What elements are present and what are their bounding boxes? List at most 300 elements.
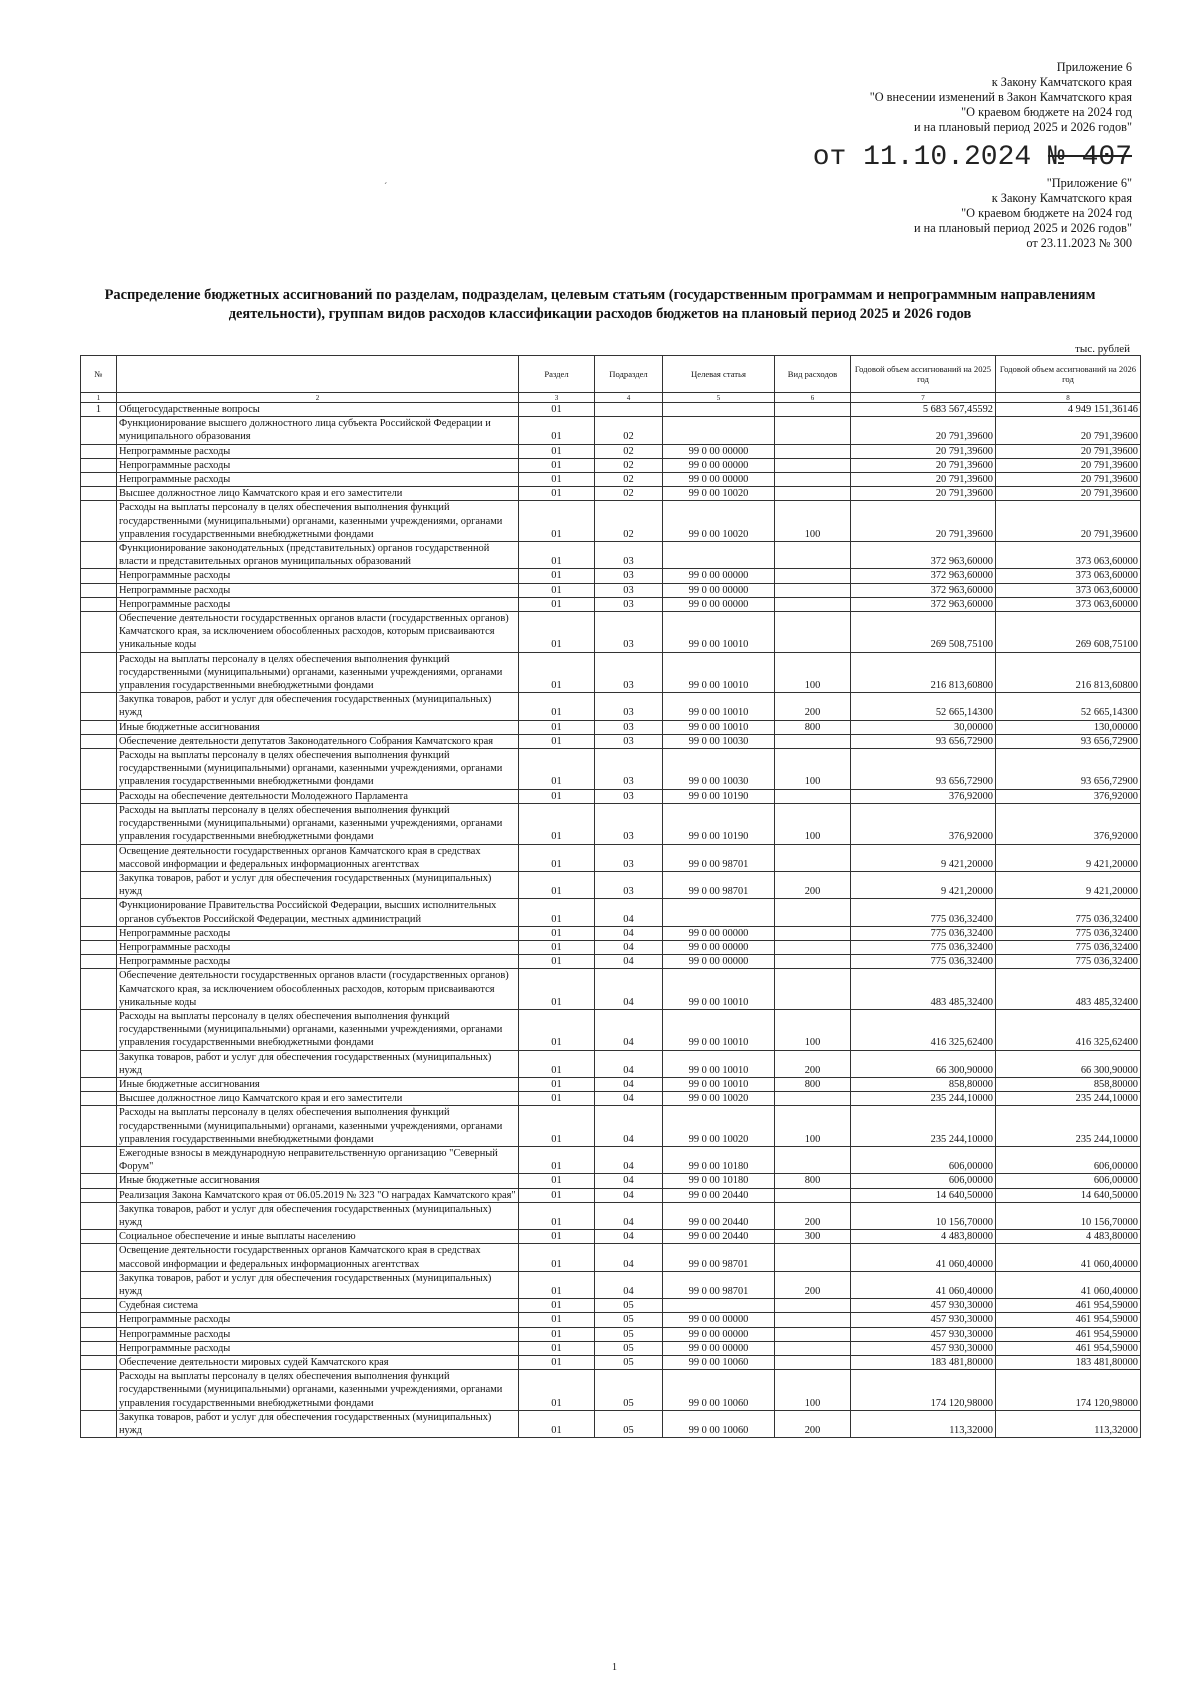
subsection-code: 03 [595,871,663,898]
prior-appendix-line: "Приложение 6" [1046,176,1132,190]
section-code: 01 [519,1106,595,1147]
row-number [81,940,117,954]
expense-name: Непрограммные расходы [117,597,519,611]
section-code: 01 [519,1356,595,1370]
section-code: 01 [519,597,595,611]
target-article-code: 99 0 00 10190 [663,803,775,844]
target-article-code: 99 0 00 00000 [663,955,775,969]
amount-2026: 461 954,59000 [996,1313,1141,1327]
expense-type-code: 800 [775,1077,851,1091]
amount-2026: 66 300,90000 [996,1050,1141,1077]
target-article-code: 99 0 00 10010 [663,720,775,734]
table-row [81,1299,1141,1313]
appendix-header-line: "О краевом бюджете на 2024 год [961,105,1132,119]
amount-2025: 269 508,75100 [851,612,996,653]
law-number: № 407 [1047,142,1132,173]
subsection-code: 03 [595,652,663,693]
section-code: 01 [519,1188,595,1202]
target-article-code: 99 0 00 00000 [663,597,775,611]
subsection-code: 04 [595,1106,663,1147]
expense-type-code [775,1356,851,1370]
amount-2025: 457 930,30000 [851,1327,996,1341]
amount-2026: 183 481,80000 [996,1356,1141,1370]
table-row [81,1174,1141,1188]
header-cell: Целевая статья [663,356,775,393]
expense-type-code [775,1244,851,1271]
target-article-code: 99 0 00 10060 [663,1410,775,1437]
appendix-header-line: Приложение 6 [1056,60,1132,74]
subsection-code: 04 [595,969,663,1010]
row-number [81,652,117,693]
row-number [81,569,117,583]
expense-type-code [775,403,851,417]
target-article-code: 99 0 00 10010 [663,1050,775,1077]
amount-2026: 20 791,39600 [996,444,1141,458]
amount-2025: 376,92000 [851,803,996,844]
target-article-code: 99 0 00 00000 [663,1313,775,1327]
expense-type-code [775,899,851,926]
amount-2026: 373 063,60000 [996,542,1141,569]
subsection-code: 02 [595,417,663,444]
target-article-code: 99 0 00 10180 [663,1146,775,1173]
expense-type-code [775,1313,851,1327]
section-code: 01 [519,1230,595,1244]
table-row [81,844,1141,871]
table-row [81,597,1141,611]
expense-name: Функционирование Правительства Российской Федерации, высших исполнительных органов субъектов Российской Федерации, местных администраций [117,899,519,926]
target-article-code: 99 0 00 10020 [663,1092,775,1106]
row-number [81,1299,117,1313]
expense-name: Освещение деятельности государственных органов Камчатского края в средствах массовой информации и федеральных информационных агентствах [117,844,519,871]
amount-2026: 606,00000 [996,1146,1141,1173]
expense-name: Обеспечение деятельности государственных органов власти (государственных органов) Камчатского края, за исключением обособленных расходов, которым присваиваются уникальные коды [117,969,519,1010]
amount-2025: 93 656,72900 [851,734,996,748]
amount-2026: 41 060,40000 [996,1244,1141,1271]
column-number: 7 [851,393,996,403]
expense-type-code: 200 [775,1271,851,1298]
section-code: 01 [519,1341,595,1355]
section-code: 01 [519,969,595,1010]
expense-name: Расходы на выплаты персоналу в целях обеспечения выполнения функций государственными (муниципальными) органами, казенными учреждениями, органами управления государственными внебюджетными фондами [117,652,519,693]
amount-2025: 775 036,32400 [851,899,996,926]
subsection-code: 03 [595,844,663,871]
expense-type-code: 100 [775,1370,851,1411]
target-article-code: 99 0 00 10020 [663,501,775,542]
subsection-code: 03 [595,749,663,790]
section-code: 01 [519,583,595,597]
row-number [81,1202,117,1229]
amount-2026: 93 656,72900 [996,749,1141,790]
expense-name: Расходы на обеспечение деятельности Молодежного Парламента [117,789,519,803]
table-row [81,1370,1141,1411]
expense-name: Судебная система [117,1299,519,1313]
expense-type-code: 100 [775,501,851,542]
table-row [81,1188,1141,1202]
amount-2026: 235 244,10000 [996,1092,1141,1106]
row-number [81,417,117,444]
date-prefix: от [812,142,847,173]
amount-2025: 372 963,60000 [851,597,996,611]
expense-name: Непрограммные расходы [117,926,519,940]
page-number: 1 [612,1662,617,1673]
amount-2026: 10 156,70000 [996,1202,1141,1229]
table-row [81,444,1141,458]
amount-2025: 606,00000 [851,1146,996,1173]
table-row [81,1146,1141,1173]
target-article-code [663,542,775,569]
expense-name: Непрограммные расходы [117,955,519,969]
subsection-code: 04 [595,1009,663,1050]
amount-2025: 20 791,39600 [851,458,996,472]
row-number: 1 [81,403,117,417]
expense-name: Иные бюджетные ассигнования [117,720,519,734]
table-row [81,1410,1141,1437]
expense-type-code: 800 [775,720,851,734]
amount-2026: 269 608,75100 [996,612,1141,653]
amount-2026: 461 954,59000 [996,1327,1141,1341]
amount-2025: 41 060,40000 [851,1271,996,1298]
prior-appendix-line: от 23.11.2023 № 300 [1026,236,1132,250]
column-number: 1 [81,393,117,403]
table-row [81,458,1141,472]
target-article-code: 99 0 00 00000 [663,940,775,954]
subsection-code: 03 [595,597,663,611]
row-number [81,844,117,871]
amount-2026: 9 421,20000 [996,844,1141,871]
expense-name: Освещение деятельности государственных органов Камчатского края в средствах массовой информации и федеральных информационных агентствах [117,1244,519,1271]
target-article-code: 99 0 00 98701 [663,844,775,871]
section-code: 01 [519,542,595,569]
target-article-code: 99 0 00 10180 [663,1174,775,1188]
section-code: 01 [519,1244,595,1271]
amount-2025: 20 791,39600 [851,444,996,458]
row-number [81,899,117,926]
expense-name: Функционирование законодательных (представительных) органов государственной власти и представительных органов муниципальных образований [117,542,519,569]
expense-type-code [775,583,851,597]
row-number [81,1174,117,1188]
row-number [81,612,117,653]
table-row [81,955,1141,969]
target-article-code: 99 0 00 10010 [663,969,775,1010]
row-number [81,583,117,597]
section-code: 01 [519,1313,595,1327]
amount-2026: 376,92000 [996,803,1141,844]
column-number: 3 [519,393,595,403]
table-row [81,417,1141,444]
amount-2026: 20 791,39600 [996,501,1141,542]
column-number-row [81,393,1141,403]
expense-type-code [775,1146,851,1173]
amount-2025: 372 963,60000 [851,583,996,597]
subsection-code: 04 [595,940,663,954]
target-article-code: 99 0 00 10010 [663,1009,775,1050]
subsection-code: 03 [595,569,663,583]
section-code: 01 [519,940,595,954]
section-code: 01 [519,444,595,458]
section-code: 01 [519,1271,595,1298]
amount-2025: 20 791,39600 [851,501,996,542]
row-number [81,1077,117,1091]
row-number [81,871,117,898]
expense-type-code [775,844,851,871]
target-article-code: 99 0 00 10060 [663,1370,775,1411]
target-article-code: 99 0 00 00000 [663,473,775,487]
amount-2026: 4 483,80000 [996,1230,1141,1244]
expense-name: Высшее должностное лицо Камчатского края и его заместители [117,1092,519,1106]
table-row [81,652,1141,693]
amount-2026: 9 421,20000 [996,871,1141,898]
amount-2025: 20 791,39600 [851,417,996,444]
section-code: 01 [519,1092,595,1106]
section-code: 01 [519,720,595,734]
expense-name: Функционирование высшего должностного лица субъекта Российской Федерации и муниципального образования [117,417,519,444]
table-row [81,871,1141,898]
expense-name: Расходы на выплаты персоналу в целях обеспечения выполнения функций государственными (муниципальными) органами, казенными учреждениями, органами управления государственными внебюджетными фондами [117,1009,519,1050]
row-number [81,444,117,458]
row-number [81,693,117,720]
amount-2026: 483 485,32400 [996,969,1141,1010]
expense-type-code [775,417,851,444]
target-article-code: 99 0 00 10030 [663,734,775,748]
expense-name: Непрограммные расходы [117,1341,519,1355]
row-number [81,1092,117,1106]
amount-2025: 858,80000 [851,1077,996,1091]
subsection-code: 03 [595,734,663,748]
appendix-header [712,60,1132,135]
subsection-code: 04 [595,1050,663,1077]
subsection-code: 02 [595,458,663,472]
target-article-code: 99 0 00 10010 [663,652,775,693]
column-number: 5 [663,393,775,403]
subsection-code: 05 [595,1313,663,1327]
table-row [81,473,1141,487]
subsection-code: 02 [595,501,663,542]
amount-2026: 376,92000 [996,789,1141,803]
subsection-code: 03 [595,542,663,569]
subsection-code: 03 [595,612,663,653]
target-article-code: 99 0 00 00000 [663,444,775,458]
expense-type-code: 200 [775,871,851,898]
table-row [81,899,1141,926]
amount-2026: 20 791,39600 [996,473,1141,487]
target-article-code: 99 0 00 10030 [663,749,775,790]
table-row [81,789,1141,803]
target-article-code: 99 0 00 10010 [663,1077,775,1091]
expense-name: Закупка товаров, работ и услуг для обеспечения государственных (муниципальных) нужд [117,1410,519,1437]
section-code: 01 [519,1202,595,1229]
section-code: 01 [519,473,595,487]
prior-appendix-header [712,176,1132,251]
appendix-header-line: к Закону Камчатского края [991,75,1132,89]
table-row [81,969,1141,1010]
amount-2025: 235 244,10000 [851,1106,996,1147]
table-row [81,1077,1141,1091]
expense-name: Непрограммные расходы [117,569,519,583]
subsection-code: 04 [595,926,663,940]
table-row [81,569,1141,583]
target-article-code: 99 0 00 98701 [663,1271,775,1298]
expense-name: Непрограммные расходы [117,1313,519,1327]
subsection-code: 04 [595,1244,663,1271]
table-row [81,1244,1141,1271]
expense-type-code [775,1299,851,1313]
section-code: 01 [519,926,595,940]
amount-2025: 183 481,80000 [851,1356,996,1370]
amount-2025: 113,32000 [851,1410,996,1437]
table-row [81,1106,1141,1147]
expense-name: Расходы на выплаты персоналу в целях обеспечения выполнения функций государственными (муниципальными) органами, казенными учреждениями, органами управления государственными внебюджетными фондами [117,1370,519,1411]
row-number [81,803,117,844]
subsection-code: 04 [595,1202,663,1229]
amount-2026: 14 640,50000 [996,1188,1141,1202]
table-header-row [81,356,1141,393]
appendix-header-line: и на плановый период 2025 и 2026 годов" [913,120,1132,134]
section-code: 01 [519,899,595,926]
row-number [81,487,117,501]
section-code: 01 [519,955,595,969]
header-cell: Годовой объем ассигнований на 2026 год [996,356,1141,393]
expense-name: Закупка товаров, работ и услуг для обеспечения государственных (муниципальных) нужд [117,693,519,720]
row-number [81,1370,117,1411]
expense-type-code: 100 [775,803,851,844]
expense-type-code: 200 [775,1410,851,1437]
target-article-code: 99 0 00 20440 [663,1230,775,1244]
table-row [81,940,1141,954]
expense-type-code [775,612,851,653]
row-number [81,734,117,748]
expense-type-code [775,1327,851,1341]
section-code: 01 [519,1050,595,1077]
expense-name: Обеспечение деятельности депутатов Законодательного Собрания Камчатского края [117,734,519,748]
header-cell [117,356,519,393]
expense-type-code [775,955,851,969]
amount-2025: 93 656,72900 [851,749,996,790]
expense-name: Иные бюджетные ассигнования [117,1077,519,1091]
amount-2026: 461 954,59000 [996,1341,1141,1355]
expense-type-code [775,969,851,1010]
amount-2025: 483 485,32400 [851,969,996,1010]
section-code: 01 [519,1009,595,1050]
target-article-code: 99 0 00 00000 [663,569,775,583]
amount-2025: 416 325,62400 [851,1009,996,1050]
row-number [81,501,117,542]
table-row [81,1313,1141,1327]
subsection-code: 04 [595,1092,663,1106]
table-row [81,583,1141,597]
expense-type-code [775,1341,851,1355]
amount-2025: 5 683 567,45592 [851,403,996,417]
row-number [81,1050,117,1077]
expense-name: Реализация Закона Камчатского края от 06.05.2019 № 323 "О наградах Камчатского края" [117,1188,519,1202]
table-row [81,403,1141,417]
row-number [81,1313,117,1327]
amount-2026: 606,00000 [996,1174,1141,1188]
expense-name: Социальное обеспечение и иные выплаты населению [117,1230,519,1244]
amount-2026: 4 949 151,36146 [996,403,1141,417]
subsection-code: 05 [595,1327,663,1341]
amount-2026: 775 036,32400 [996,926,1141,940]
subsection-code: 04 [595,1271,663,1298]
amount-2025: 775 036,32400 [851,926,996,940]
subsection-code: 04 [595,955,663,969]
row-number [81,1244,117,1271]
expense-name: Обеспечение деятельности государственных органов власти (государственных органов) Камчатского края, за исключением обособленных расходов, которым присваиваются уникальные коды [117,612,519,653]
expense-type-code [775,569,851,583]
subsection-code: 05 [595,1370,663,1411]
subsection-code: 04 [595,1230,663,1244]
target-article-code: 99 0 00 00000 [663,926,775,940]
table-row [81,1271,1141,1298]
subsection-code: 05 [595,1341,663,1355]
expense-type-code [775,487,851,501]
table-row [81,1202,1141,1229]
target-article-code [663,1299,775,1313]
amount-2025: 66 300,90000 [851,1050,996,1077]
table-row [81,734,1141,748]
row-number [81,1410,117,1437]
expense-type-code: 100 [775,1009,851,1050]
amount-2025: 52 665,14300 [851,693,996,720]
amount-2026: 858,80000 [996,1077,1141,1091]
target-article-code: 99 0 00 98701 [663,1244,775,1271]
target-article-code: 99 0 00 20440 [663,1202,775,1229]
subsection-code: 02 [595,473,663,487]
row-number [81,955,117,969]
amount-2025: 606,00000 [851,1174,996,1188]
subsection-code: 05 [595,1356,663,1370]
row-number [81,749,117,790]
section-code: 01 [519,749,595,790]
subsection-code: 02 [595,487,663,501]
expense-name: Общегосударственные вопросы [117,403,519,417]
prior-appendix-line: и на плановый период 2025 и 2026 годов" [913,221,1132,235]
row-number [81,720,117,734]
expense-type-code: 200 [775,693,851,720]
section-code: 01 [519,417,595,444]
law-date-stamp [813,143,1132,173]
table-row [81,1009,1141,1050]
amount-2025: 372 963,60000 [851,542,996,569]
expense-name: Расходы на выплаты персоналу в целях обеспечения выполнения функций государственными (муниципальными) органами, казенными учреждениями, органами управления государственными внебюджетными фондами [117,803,519,844]
row-number [81,1327,117,1341]
section-code: 01 [519,1174,595,1188]
section-code: 01 [519,652,595,693]
expense-name: Обеспечение деятельности мировых судей Камчатского края [117,1356,519,1370]
amount-2026: 775 036,32400 [996,955,1141,969]
amount-2025: 4 483,80000 [851,1230,996,1244]
expense-type-code [775,789,851,803]
amount-2025: 14 640,50000 [851,1188,996,1202]
expense-name: Непрограммные расходы [117,1327,519,1341]
expense-type-code [775,1188,851,1202]
expense-type-code: 100 [775,749,851,790]
row-number [81,473,117,487]
amount-2025: 775 036,32400 [851,955,996,969]
expense-name: Закупка товаров, работ и услуг для обеспечения государственных (муниципальных) нужд [117,1202,519,1229]
subsection-code: 02 [595,444,663,458]
target-article-code: 99 0 00 10190 [663,789,775,803]
column-number: 4 [595,393,663,403]
amount-2026: 373 063,60000 [996,583,1141,597]
section-code: 01 [519,1146,595,1173]
appendix-header-line: "О внесении изменений в Закон Камчатского края [869,90,1132,104]
expense-type-code: 200 [775,1202,851,1229]
expense-name: Непрограммные расходы [117,458,519,472]
expense-type-code: 100 [775,652,851,693]
row-number [81,1009,117,1050]
budget-table [80,355,1141,1438]
subsection-code: 03 [595,789,663,803]
